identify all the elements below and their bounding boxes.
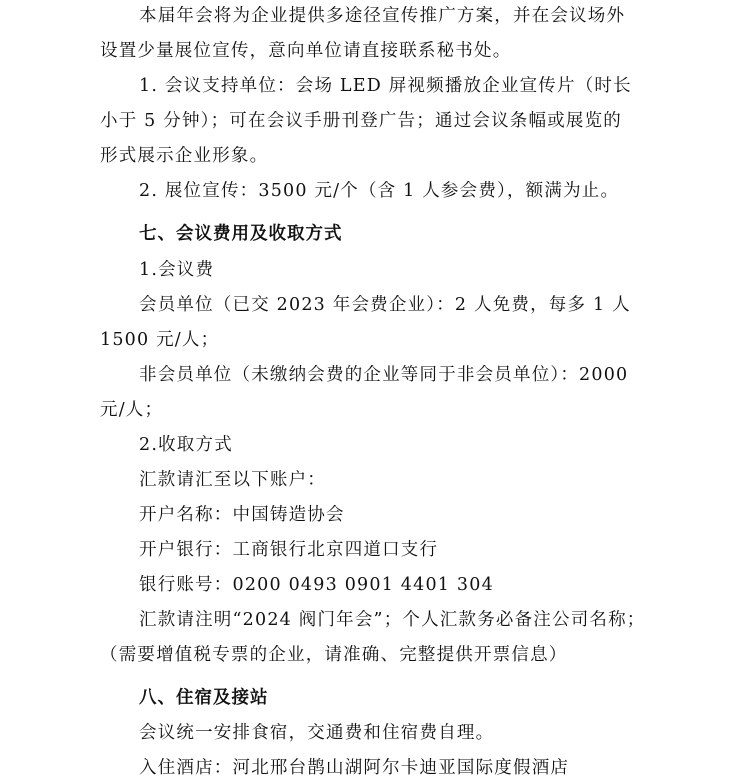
member-fee-line-2: 1500 元/人； — [100, 330, 220, 350]
member-fee-line-1: 会员单位（已交 2023 年会费企业）：2 人免费，每多 1 人 — [139, 295, 631, 315]
intro-paragraph-line-2: 设置少量展位宣传，意向单位请直接联系秘书处。 — [100, 41, 512, 61]
account-name: 开户名称：中国铸造协会 — [139, 505, 345, 525]
support-item-line-2: 小于 5 分钟）；可在会议手册刊登广告；通过会议条幅或展览的 — [100, 111, 623, 131]
section-8-heading: 八、住宿及接站 — [139, 688, 269, 708]
account-number: 银行账号：0200 0493 0901 4401 304 — [139, 575, 494, 595]
hotel-line: 入住酒店：河北邢台鹊山湖阿尔卡迪亚国际度假酒店 — [139, 758, 570, 778]
booth-item: 2. 展位宣传：3500 元/个（含 1 人参会费），额满为止。 — [139, 181, 620, 201]
nonmember-fee-line-2: 元/人； — [100, 400, 164, 420]
remit-intro: 汇款请汇至以下账户： — [139, 470, 326, 490]
support-item-line-3: 形式展示企业形象。 — [100, 146, 269, 166]
section-7-heading: 七、会议费用及收取方式 — [139, 224, 343, 244]
remit-note: 汇款请注明“2024 阀门年会”；个人汇款务必备注公司名称； — [139, 610, 646, 630]
nonmember-fee-line-1: 非会员单位（未缴纳会费的企业等同于非会员单位）：2000 — [139, 365, 629, 385]
intro-paragraph-line-1: 本届年会将为企业提供多途径宣传推广方案，并在会议场外 — [139, 6, 626, 26]
payment-subheading: 2.收取方式 — [139, 435, 233, 455]
fee-subheading: 1.会议费 — [139, 260, 215, 280]
support-item-line-1: 1. 会议支持单位：会场 LED 屏视频播放企业宣传片（时长 — [139, 76, 632, 96]
accommodation-line: 会议统一安排食宿，交通费和住宿费自理。 — [139, 723, 495, 743]
invoice-note: （需要增值税专票的企业，请准确、完整提供开票信息） — [100, 645, 568, 665]
bank-name: 开户银行：工商银行北京四道口支行 — [139, 540, 439, 560]
